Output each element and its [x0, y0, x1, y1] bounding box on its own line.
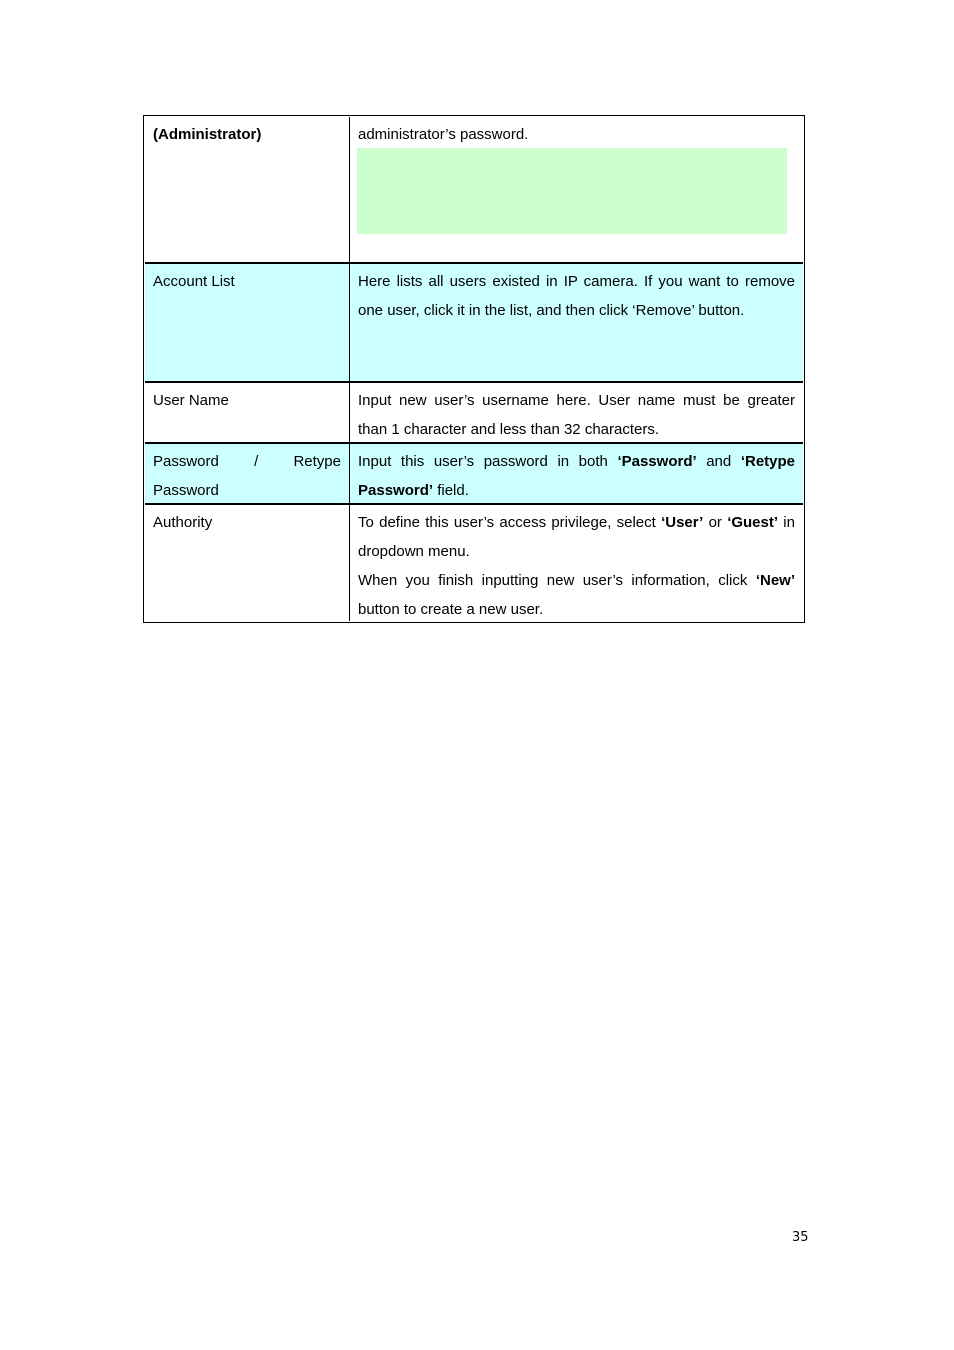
table-row	[145, 503, 803, 621]
description-text: or	[703, 514, 728, 531]
description-text: When you finish inputting new user’s information, click	[358, 572, 756, 589]
description-text: administrator’s password.	[358, 126, 529, 143]
emphasis-text: ‘Guest’	[727, 514, 779, 531]
table-row	[145, 262, 803, 381]
row-label-administrator: (Administrator)	[145, 117, 350, 262]
row-label-authority: Authority	[145, 505, 350, 621]
description-text: and	[696, 453, 741, 470]
emphasis-text: ‘Password’	[617, 453, 697, 470]
row-description	[350, 505, 803, 621]
label-part: Password	[153, 453, 219, 470]
row-label-password	[145, 444, 350, 503]
description-text: To define this user’s access privilege, select	[358, 514, 662, 531]
label-part: Password	[153, 482, 219, 499]
emphasis-text: ‘New’	[755, 572, 795, 589]
highlight-box	[357, 148, 787, 234]
page-number: 35	[792, 1230, 809, 1245]
row-description	[350, 117, 803, 262]
table-row	[145, 442, 803, 503]
table-row	[145, 381, 803, 442]
description-text: Input this user’s password in both	[358, 453, 618, 470]
row-label-user-name: User Name	[145, 383, 350, 442]
row-description	[350, 444, 803, 503]
description-text: field.	[433, 482, 469, 499]
table-row	[145, 117, 803, 262]
description-text: button to create a new user.	[358, 601, 544, 618]
emphasis-text: ‘Retype Password’	[358, 453, 795, 499]
description-table	[143, 115, 805, 623]
row-label-account-list: Account List	[145, 264, 350, 381]
label-part: /	[254, 453, 259, 470]
label-part: Retype	[293, 453, 341, 470]
description-text: in dropdown menu.	[358, 514, 795, 560]
row-description: Input new user’s username here. User name must be greater than 1 character and less than 32 characters.	[358, 392, 795, 438]
row-description: Here lists all users existed in IP camera. If you want to remove one user, click it in the list, and then click ‘Remove’ button.	[358, 273, 795, 319]
description-paragraph	[358, 566, 795, 624]
emphasis-text: ‘User’	[661, 514, 704, 531]
description-paragraph	[358, 508, 795, 566]
